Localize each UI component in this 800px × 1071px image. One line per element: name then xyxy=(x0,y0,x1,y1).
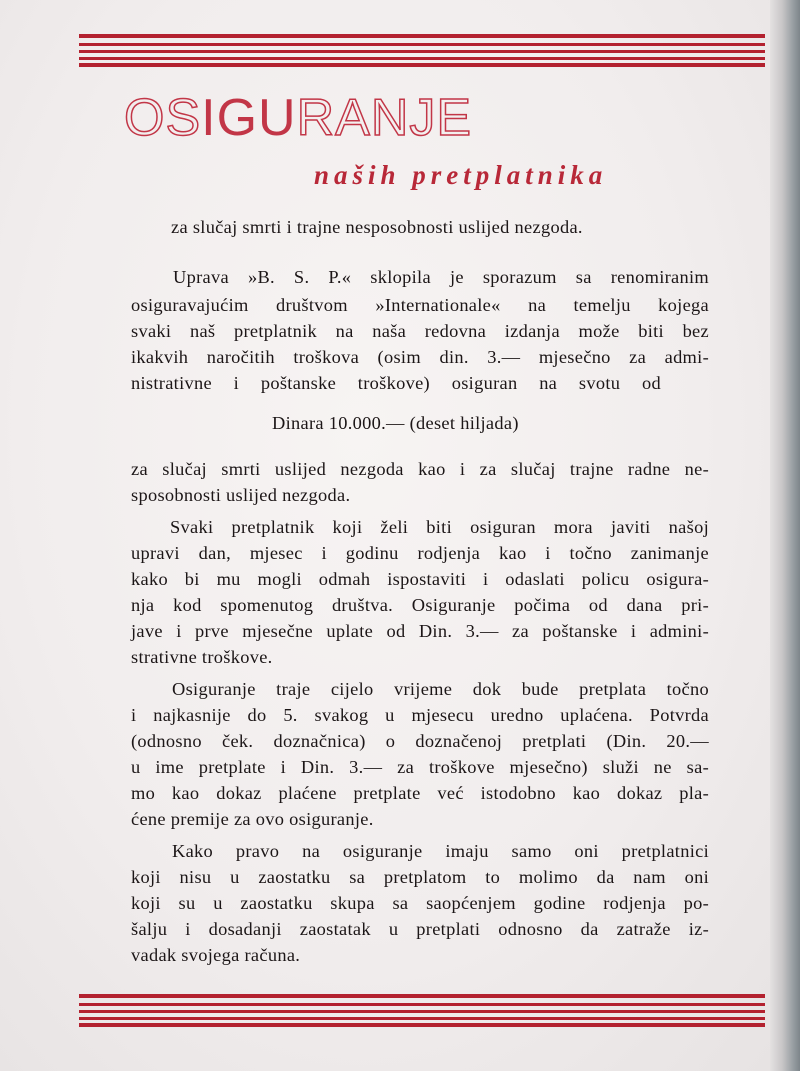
para4-line-2: i najkasnije do 5. svakog u mjesecu uredno uplaćena. Potvrda xyxy=(131,705,709,725)
insured-amount: Dinara 10.000.— (deset hiljada) xyxy=(272,413,519,433)
intro-line: za slučaj smrti i trajne nesposobnosti uslijed nezgoda. xyxy=(171,217,583,237)
para1-line-4: ikakvih naročitih troškova (osim din. 3.— mjesečno za admi- xyxy=(131,347,709,367)
para1-line-1: Uprava »B. S. P.« sklopila je sporazum sa renomiranim xyxy=(173,267,709,287)
para4-line-1: Osiguranje traje cijelo vrijeme dok bude pretplata točno xyxy=(172,679,709,699)
para3-line-6: strativne troškove. xyxy=(131,647,273,667)
para3-line-2: upravi dan, mjesec i godinu rodjenja kao i točno zanimanje xyxy=(131,543,709,563)
para1-line-2: osiguravajućim društvom »Internationale« na temelju kojega xyxy=(131,295,709,315)
para5-line-2: koji nisu u zaostatku sa pretplatom to molimo da nam oni xyxy=(131,867,709,887)
para3-line-4: nja kod spomenutog društva. Osiguranje počima od dana pri- xyxy=(131,595,709,615)
page-title xyxy=(124,89,473,147)
para5-line-3: koji su u zaostatku skupa sa saopćenjem godine rodjenja po- xyxy=(131,893,709,913)
para5-line-5: vadak svojega računa. xyxy=(131,945,301,965)
para4-line-5: mo kao dokaz plaćene pretplate već istodobno kao dokaz pla- xyxy=(131,783,709,803)
para2-line-2: sposobnosti uslijed nezgoda. xyxy=(131,485,351,505)
bottom-decorative-rules xyxy=(79,994,765,1028)
para5-line-4: šalju i dosadanji zaostatak u pretplati odnosno da zatraže iz- xyxy=(131,919,709,939)
para3-line-1: Svaki pretplatnik koji želi biti osiguran mora javiti našoj xyxy=(170,517,709,537)
title-part-outline-2: RANJE xyxy=(296,89,473,147)
para2-line-1: za slučaj smrti uslijed nezgoda kao i za slučaj trajne radne ne- xyxy=(131,459,709,479)
para4-line-3: (odnosno ček. doznačnica) o doznačenoj pretplati (Din. 20.— xyxy=(131,731,709,751)
para3-line-5: jave i prve mjesečne uplate od Din. 3.— za poštanske i admini- xyxy=(131,621,709,641)
para4-line-6: ćene premije za ovo osiguranje. xyxy=(131,809,374,829)
para4-line-4: u ime pretplate i Din. 3.— za troškove mjesečno) služi ne sa- xyxy=(131,757,709,777)
top-decorative-rules xyxy=(79,34,765,68)
subtitle: naših pretplatnika xyxy=(314,160,608,190)
page-edge-shadow xyxy=(770,0,800,1071)
title-part-solid: IGU xyxy=(201,89,297,147)
para5-line-1: Kako pravo na osiguranje imaju samo oni pretplatnici xyxy=(172,841,709,861)
title-part-outline-1: OS xyxy=(124,89,202,147)
para1-line-3: svaki naš pretplatnik na naša redovna izdanja može biti bez xyxy=(131,321,709,341)
para3-line-3: kako bi mu mogli odmah ispostaviti i odaslati policu osigura- xyxy=(131,569,709,589)
para1-line-5: nistrativne i poštanske troškove) osiguran na svotu od xyxy=(131,373,661,393)
